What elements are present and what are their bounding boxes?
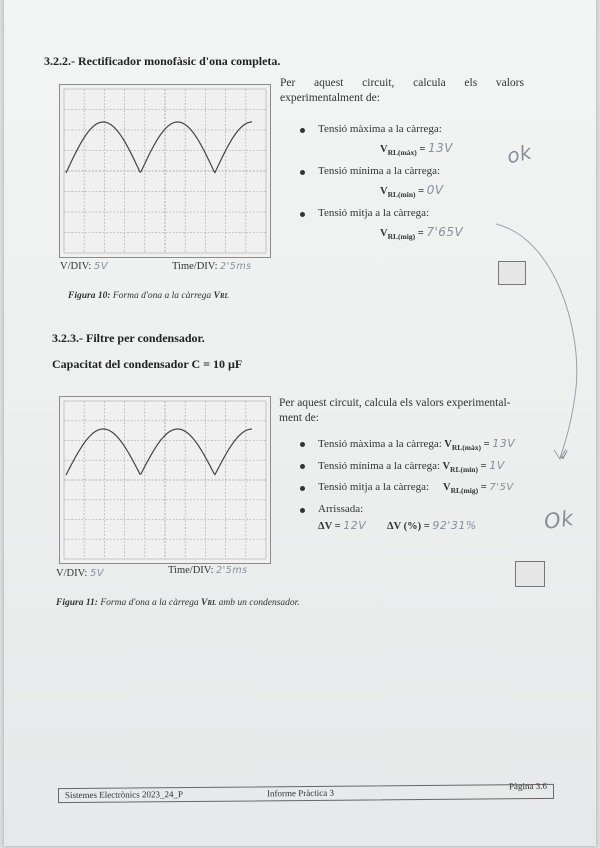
item-label: Tensió mínima a la càrrega: bbox=[318, 460, 441, 472]
vdiv-value: 5V bbox=[89, 568, 105, 579]
instructions-fig10: Per aquest circuit, calcula els valors experimentalment de: bbox=[280, 77, 524, 104]
formula-symbol: V bbox=[443, 482, 451, 493]
formula-vrl-avg bbox=[443, 482, 490, 496]
item-label: Tensió màxima a la càrrega: bbox=[318, 123, 442, 135]
oscilloscope-screen-fig10 bbox=[59, 84, 271, 258]
footer-page-number: Pàgina 3.6 bbox=[508, 780, 547, 792]
caption-text: Forma d'ona a la càrrega bbox=[100, 598, 199, 608]
timediv-label: Time/DIV: bbox=[172, 261, 218, 272]
formula-sub: RL(mig) bbox=[450, 486, 479, 496]
formula-vrl-avg bbox=[380, 225, 463, 241]
caption-symbol: V bbox=[201, 598, 208, 608]
delta-v-value: 12V bbox=[343, 519, 367, 532]
handwritten-value: 7'5V bbox=[489, 482, 514, 493]
timediv-field-fig11 bbox=[168, 565, 248, 576]
vdiv-value: 5V bbox=[93, 261, 109, 272]
section-heading-filter: 3.2.3.- Filtre per condensador. bbox=[52, 331, 205, 345]
instructions-fig11: Per aquest circuit, calcula els valors experimental- ment de: bbox=[279, 397, 511, 424]
measurement-list-fig11 bbox=[296, 437, 546, 543]
timediv-value: 2'5ms bbox=[216, 565, 248, 576]
formula-symbol: V bbox=[380, 186, 388, 197]
oscilloscope-screen-fig11 bbox=[59, 396, 271, 564]
formula-symbol: V bbox=[380, 228, 388, 239]
caption-prefix: Figura 10: bbox=[68, 291, 111, 301]
formula-sub: RL(min) bbox=[387, 190, 416, 200]
vdiv-label: V/DIV: bbox=[60, 261, 92, 272]
handwritten-value: 0V bbox=[426, 183, 444, 197]
formula-vrl-min bbox=[380, 183, 444, 199]
item-min-voltage bbox=[296, 459, 546, 481]
formula-symbol: V bbox=[444, 439, 452, 450]
grade-checkbox-fig10[interactable] bbox=[498, 261, 526, 285]
vdiv-field-fig10 bbox=[60, 261, 108, 272]
footer-report: Informe Pràctica 3 bbox=[266, 787, 335, 799]
caption-text: Forma d'ona a la càrrega bbox=[112, 291, 212, 301]
vdiv-field-fig11 bbox=[56, 568, 104, 579]
handwritten-check-mark: ✓ bbox=[557, 447, 573, 465]
item-max-voltage bbox=[296, 123, 526, 165]
formula-vrl-max bbox=[380, 141, 453, 157]
formula-symbol: V bbox=[380, 144, 388, 155]
item-label: Arrissada: bbox=[318, 503, 364, 515]
figure-caption-fig10 bbox=[68, 291, 229, 301]
formula-eq: = bbox=[481, 439, 493, 450]
formula-eq: = bbox=[477, 461, 490, 472]
item-min-voltage bbox=[296, 165, 526, 207]
formula-sub: RL(min) bbox=[450, 465, 478, 475]
formula-eq: = bbox=[416, 144, 428, 155]
formula-eq: = bbox=[415, 186, 427, 197]
timediv-field-fig10 bbox=[172, 261, 252, 272]
formula-eq: = bbox=[415, 228, 427, 239]
waveform-trace bbox=[66, 429, 252, 475]
formula-sub: RL(màx) bbox=[451, 443, 482, 453]
formula-eq: = bbox=[478, 482, 490, 493]
delta-v-percent-value: 92'31% bbox=[432, 519, 477, 532]
caption-symbol: V bbox=[213, 291, 220, 301]
page-footer bbox=[58, 780, 554, 803]
figure-caption-fig11 bbox=[56, 598, 300, 608]
caption-sub: RL bbox=[207, 599, 217, 607]
handwritten-ok-mark: ok bbox=[504, 139, 535, 169]
item-label: Tensió mínima a la càrrega: bbox=[318, 165, 441, 177]
oscilloscope-grid-fig11 bbox=[60, 397, 270, 563]
capacitor-value-line: Capacitat del condensador C = 10 µF bbox=[52, 357, 243, 371]
item-max-voltage bbox=[296, 437, 546, 459]
delta-v-percent-label: ΔV (%) = bbox=[387, 521, 433, 532]
footer-course: Sistemes Electrònics 2023_24_P bbox=[64, 789, 184, 801]
document-page bbox=[4, 0, 596, 846]
formula-sub: RL(mig) bbox=[387, 232, 416, 242]
formula-vrl-max bbox=[442, 439, 493, 453]
handwritten-value: 1V bbox=[489, 459, 505, 472]
grade-checkbox-fig11[interactable] bbox=[515, 561, 545, 587]
formula-sub: RL(màx) bbox=[387, 148, 417, 158]
item-avg-voltage bbox=[296, 481, 546, 503]
formula-symbol: V bbox=[442, 461, 451, 472]
vdiv-label: V/DIV: bbox=[56, 568, 88, 579]
handwritten-value: 13V bbox=[492, 437, 516, 450]
ripple-values bbox=[318, 519, 477, 532]
caption-prefix: Figura 11: bbox=[56, 598, 98, 608]
oscilloscope-grid-fig10 bbox=[60, 85, 270, 257]
timediv-value: 2'5ms bbox=[220, 261, 252, 272]
item-label: Tensió mitja a la càrrega: bbox=[318, 207, 430, 219]
caption-suffix: amb un condensador. bbox=[218, 598, 300, 608]
item-label: Tensió màxima a la càrrega: bbox=[318, 438, 442, 450]
formula-vrl-min bbox=[440, 461, 490, 475]
section-heading-rectifier: 3.2.2.- Rectificador monofàsic d'ona completa. bbox=[44, 54, 281, 68]
caption-sub: RL bbox=[219, 292, 229, 300]
delta-v-label: ΔV = bbox=[318, 521, 344, 532]
item-label: Tensió mitja a la càrrega: bbox=[318, 481, 430, 493]
timediv-label: Time/DIV: bbox=[168, 565, 214, 576]
item-ripple bbox=[296, 503, 546, 543]
handwritten-value: 13V bbox=[428, 141, 453, 155]
handwritten-ok-mark-2: Ok bbox=[542, 506, 576, 534]
handwritten-value: 7'65V bbox=[426, 225, 464, 239]
